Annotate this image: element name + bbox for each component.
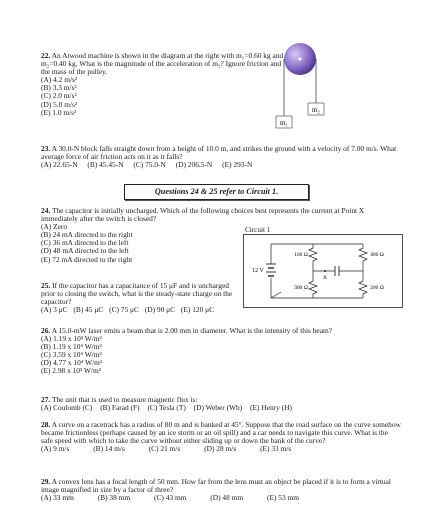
- question-number: 29.: [41, 477, 51, 486]
- option-e: (E) 293-N: [222, 160, 253, 170]
- option-a: (A) 1.19 x 10³ W/m²: [41, 334, 102, 344]
- question-text: A convex lens has a focal length of 50 mm. How far from the lens must an object be placed if it is to form a virtual image magnified in size by a factor of three?: [41, 477, 391, 495]
- question-text: If the capacitor has a capacitance of 15 μF and is uncharged prior to closing the switch, what is the steady-state charge on the capacitor?: [41, 281, 233, 307]
- switch-icon: [271, 292, 281, 298]
- option-d: (D) 90 μC: [144, 305, 176, 315]
- point-x-dot: [324, 270, 326, 272]
- question-text: A 15.0-mW laser emits a beam that is 2.00 mm in diameter. What is the intensity of this beam?: [51, 326, 333, 335]
- option-d: (D) 206.5-N: [175, 160, 213, 170]
- r2-label: 400 Ω: [370, 252, 384, 258]
- options-row: [41, 445, 401, 453]
- resistor-400-icon: [359, 244, 367, 271]
- question-number: 26.: [41, 326, 51, 335]
- option-a: (A) Zero: [41, 222, 68, 232]
- option-d: (D) 5.0 m/s²: [41, 99, 78, 109]
- option-c: (C) 3.59 x 10⁴ W/m²: [41, 350, 102, 360]
- option-b: (B) 3.3 m/s²: [41, 83, 77, 93]
- question-text: A curve on a racetrack has a radius of 80 m and is banked at 45°. Suppose that the road surface on the curve somehow became frictionless (perhaps caused by an ice storm or an oil spill) and a car needs to navigate this curve. What is the safe speed with which to take the curve without either sliding up or down the bank of the curve?: [41, 420, 401, 446]
- question-22: [41, 52, 286, 117]
- option-e: (E) 120 μC: [180, 305, 215, 315]
- question-27: [41, 396, 401, 412]
- label-m2: m₂: [312, 106, 320, 114]
- option-b: (B) 45.45-N: [87, 160, 124, 170]
- option-a: (A) Coulomb (C): [41, 403, 93, 413]
- option-e: (E) 53 mm: [267, 493, 300, 503]
- r1-label: 100 Ω: [294, 252, 308, 258]
- option-c: (C) 43 mm: [154, 493, 187, 503]
- question-text: The unit that is used to measure magnetic flux is:: [51, 395, 198, 404]
- question-text: An Atwood machine is shown in the diagram at the right with m₁=0.60 kg and m₂=0.40 kg. What is the magnitude of the acceleration of m₂? Ignore friction and the mass of the pulley.: [41, 51, 284, 77]
- atwood-machine-diagram: [270, 41, 330, 136]
- question-number: 25.: [41, 281, 51, 290]
- option-c: (C) Tesla (T): [147, 403, 186, 413]
- resistor-100-icon: [309, 244, 317, 271]
- option-b: (B) 24 mA directed to the right: [41, 230, 133, 240]
- battery-label: 12 V: [252, 268, 264, 274]
- question-text: The capacitor is initially uncharged. Which of the following choices best represents the current at Point X immediately after the switch is closed?: [41, 206, 365, 224]
- option-c: (C) 21 m/s: [148, 444, 181, 454]
- option-b: (B) 14 m/s: [93, 444, 125, 454]
- question-number: 24.: [41, 206, 51, 215]
- circuit-title: Circuit 1: [245, 226, 271, 234]
- section-banner: Questions 24 & 25 refer to Circuit 1.: [124, 184, 309, 200]
- option-d: (D) Weber (Wb): [193, 403, 243, 413]
- question-28: [41, 421, 401, 453]
- option-d: (D) 4.77 x 10⁴ W/m²: [41, 358, 103, 368]
- r4-label: 200 Ω: [370, 285, 384, 291]
- option-a: (A) 3 μC: [41, 305, 68, 315]
- option-d: (D) 48 mm: [210, 493, 244, 503]
- r3-label: 300 Ω: [294, 285, 308, 291]
- options-row: [41, 494, 401, 502]
- option-e: (E) 1.0 m/s²: [41, 107, 77, 117]
- option-a: (A) 4.2 m/s²: [41, 75, 78, 85]
- option-c: (C) 2.0 m/s²: [41, 91, 77, 101]
- option-e: (E) 72 mA directed to the right: [41, 254, 133, 264]
- option-c: (C) 36 mA directed to the left: [41, 238, 129, 248]
- option-a: (A) 9 m/s: [41, 444, 70, 454]
- question-25: [41, 282, 241, 314]
- question-text: A 30.0-N block falls straight down from a height of 10.0 m, and strikes the ground with a velocity of 7.00 m/s. What average force of air friction acts on it as it falls?: [41, 144, 397, 162]
- resistor-200-icon: [359, 271, 367, 298]
- option-d: (D) 48 mA directed to the left: [41, 246, 129, 256]
- question-number: 22.: [41, 51, 51, 60]
- option-e: (E) 2.98 x 10³ W/m²: [41, 366, 101, 376]
- option-b: (B) 1.19 x 10⁴ W/m²: [41, 342, 102, 352]
- option-c: (C) 75 μC: [109, 305, 139, 315]
- resistor-300-icon: [309, 271, 317, 298]
- question-number: 23.: [41, 144, 51, 153]
- option-b: (B) Farad (F): [100, 403, 140, 413]
- option-b: (B) 45 μC: [73, 305, 104, 315]
- circuit-1-diagram: [243, 234, 403, 308]
- option-e: (E) Henry (H): [250, 403, 292, 413]
- options-row: [41, 161, 401, 169]
- options-row: [41, 306, 241, 314]
- option-c: (C) 75.0-N: [133, 160, 166, 170]
- option-a: (A) 22.65-N: [41, 160, 78, 170]
- question-23: [41, 145, 401, 169]
- question-number: 27.: [41, 395, 51, 404]
- question-29: [41, 478, 401, 502]
- option-b: (B) 38 mm: [97, 493, 131, 503]
- options-row: [41, 404, 401, 412]
- point-x-label: X: [323, 275, 327, 281]
- question-26: [41, 327, 401, 376]
- option-e: (E) 33 m/s: [260, 444, 292, 454]
- option-a: (A) 33 mm: [41, 493, 74, 503]
- label-m1: m₁: [280, 119, 288, 127]
- option-d: (D) 28 m/s: [204, 444, 237, 454]
- question-number: 28.: [41, 420, 51, 429]
